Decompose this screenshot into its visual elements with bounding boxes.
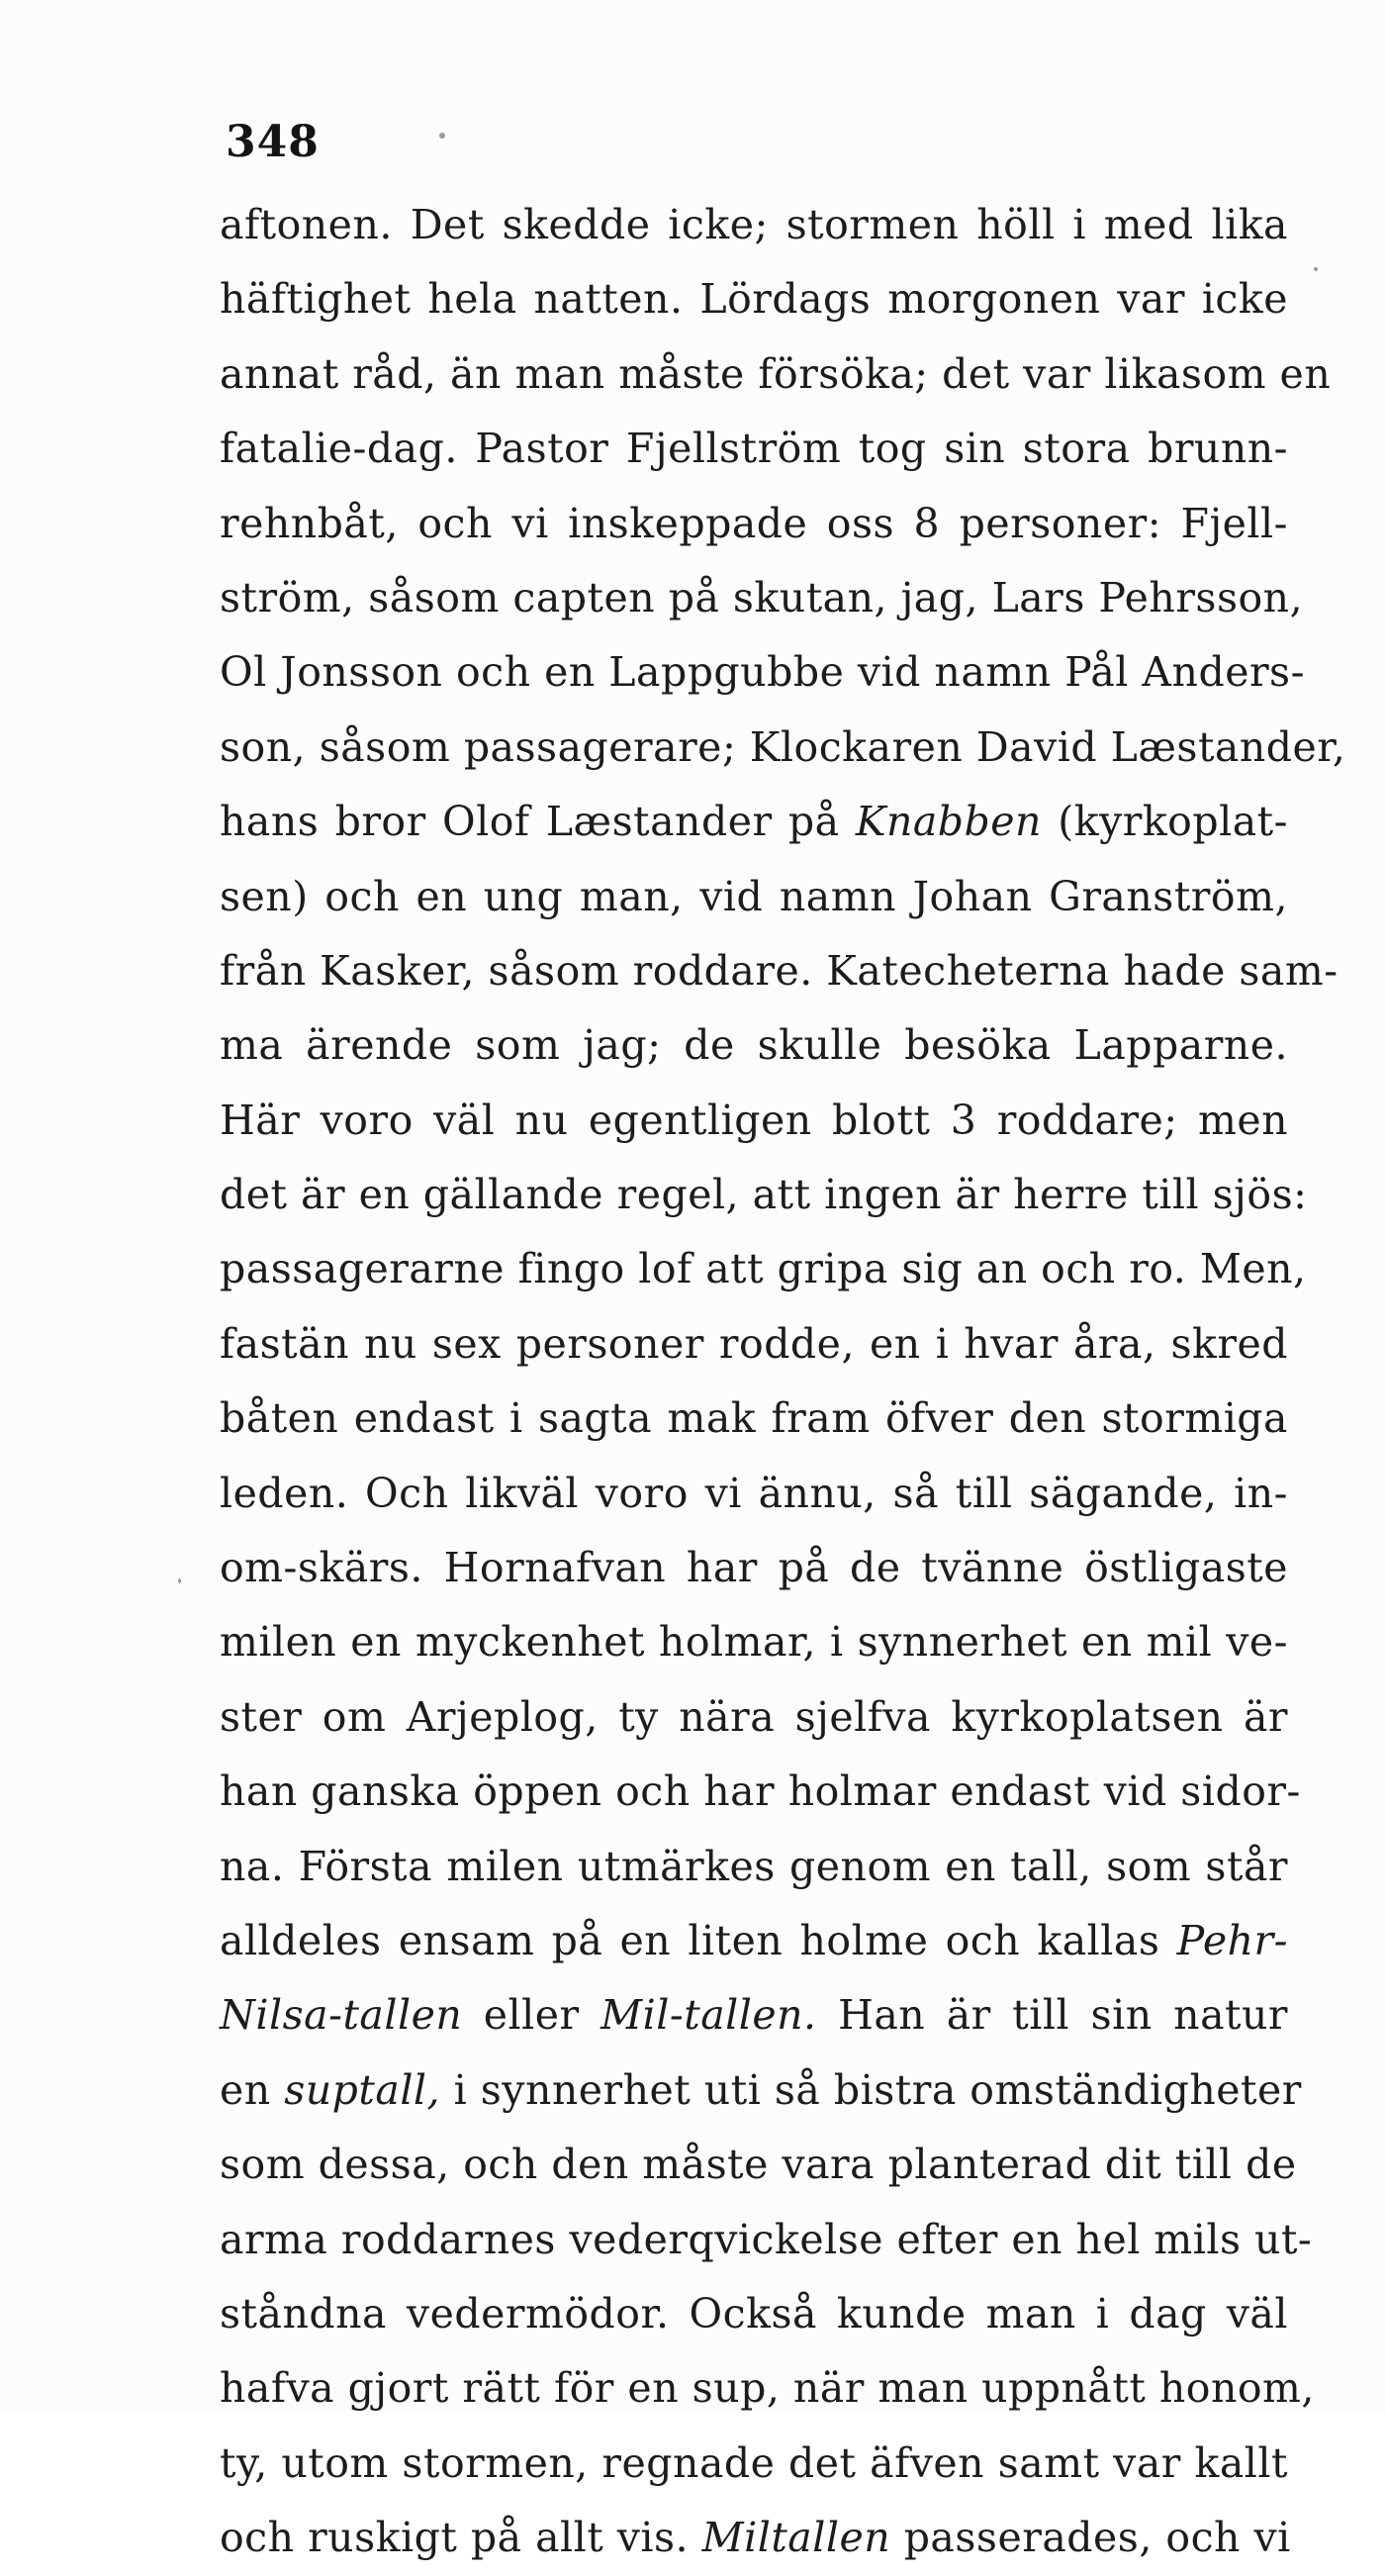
text-segment: och ruskigt på allt vis. [220, 2514, 702, 2562]
text-segment: om-skärs. Hornafvan har på de tvänne östligaste [220, 1544, 1288, 1592]
text-segment: i synnerhet uti så bistra omständigheter [440, 2065, 1302, 2114]
text-line [220, 1457, 1288, 1531]
text-line [220, 1084, 1288, 1158]
body-text [220, 188, 1346, 2576]
text-segment: annat råd, än man måste försöka; det var likasom en [220, 349, 1332, 398]
text-line [220, 1605, 1288, 1679]
text-line [220, 635, 1305, 710]
page-number: 348 [226, 117, 320, 167]
text-segment: alldeles ensam på en liten holme och kallas [220, 1916, 1177, 1964]
text-line [220, 1307, 1288, 1382]
text-segment: son, såsom passagerare; Klockaren David Læstander, [220, 722, 1346, 771]
text-line [220, 561, 1304, 635]
text-segment: ström, såsom capten på skutan, jag, Lars Pehrsson, [220, 573, 1304, 621]
text-segment: milen en myckenhet holmar, i synnerhet en mil ve- [220, 1618, 1288, 1667]
text-line [220, 1008, 1288, 1083]
text-segment: det är en gällande regel, att ingen är herre till sjös: [220, 1171, 1308, 1219]
paper-speck [1314, 267, 1318, 271]
text-line [220, 711, 1346, 785]
text-line [220, 487, 1288, 561]
text-segment: fastän nu sex personer rodde, en i hvar åra, skred [220, 1319, 1288, 1368]
text-segment: leden. Och likväl voro vi ännu, så till sägande, in- [220, 1469, 1288, 1517]
text-line [220, 2277, 1288, 2351]
text-segment: häftighet hela natten. Lördags morgonen var icke [220, 275, 1288, 324]
text-segment: passagerarne fingo lof att gripa sig an och ro. Men, [220, 1245, 1307, 1293]
text-line [220, 785, 1288, 859]
text-line [220, 188, 1288, 262]
paper-speck [439, 133, 445, 139]
text-line [220, 1755, 1301, 1829]
text-line [220, 262, 1288, 336]
text-segment: ty, utom stormen, regnade det äfven samt var kallt [220, 2438, 1288, 2487]
text-segment: arma roddarnes vederqvickelse efter en hel mils ut- [220, 2215, 1313, 2263]
italic-segment: suptall, [284, 2065, 441, 2114]
text-line [220, 1158, 1308, 1232]
text-line [220, 337, 1332, 412]
text-line [220, 412, 1288, 486]
text-segment: Han är till sin natur [816, 1991, 1289, 2040]
text-segment: Ol Jonsson och en Lappgubbe vid namn Pål Anders- [220, 648, 1305, 697]
text-segment: från Kasker, såsom roddare. Katecheterna hade sam- [220, 946, 1339, 995]
text-segment: aftonen. Det skedde icke; stormen höll i med lika [220, 201, 1288, 248]
text-line [220, 1904, 1288, 1978]
text-line [220, 1978, 1288, 2052]
italic-segment: Pehr- [1176, 1916, 1288, 1964]
italic-segment: Knabben [855, 798, 1042, 846]
text-segment: båten endast i sagta mak fram öfver den stormiga [220, 1394, 1288, 1443]
text-line [220, 2053, 1302, 2128]
text-segment: ma ärende som jag; de skulle besöka Lapparne. [220, 1021, 1288, 1070]
text-line [220, 2351, 1315, 2426]
text-segment: hafva gjort rätt för en sup, när man uppnått honom, [220, 2364, 1315, 2413]
text-segment: rehnbåt, och vi inskeppade oss 8 personer: Fjell- [220, 499, 1288, 547]
italic-segment: Nilsa-tallen [220, 1991, 463, 2040]
text-segment: en [220, 2065, 285, 2114]
text-segment: ster om Arjeplog, ty nära sjelfva kyrkoplatsen är [220, 1692, 1288, 1741]
text-line [220, 860, 1288, 934]
text-line [220, 1382, 1288, 1456]
text-line [220, 934, 1339, 1008]
text-line [220, 2427, 1288, 2501]
paper-speck [178, 1578, 181, 1583]
text-segment: na. Första milen utmärkes genom en tall, som står [220, 1842, 1288, 1890]
text-line [220, 2128, 1297, 2202]
text-segment: passerades, och vi [890, 2514, 1291, 2562]
text-segment: hans bror Olof Læstander på [220, 798, 856, 846]
text-segment: fatalie-dag. Pastor Fjellström tog sin stora brunn- [220, 425, 1288, 473]
text-line [220, 1680, 1288, 1755]
text-segment: sen) och en ung man, vid namn Johan Granström, [220, 872, 1288, 920]
text-segment: som dessa, och den måste vara planterad dit till de [220, 2141, 1297, 2189]
text-segment: han ganska öppen och har holmar endast vid sidor- [220, 1767, 1301, 1816]
italic-segment: Mil-tallen. [600, 1991, 817, 2040]
text-segment: (kyrkoplat- [1041, 798, 1288, 846]
text-line [220, 1232, 1307, 1306]
italic-segment: Miltallen [701, 2514, 891, 2562]
text-segment: ståndna vedermödor. Också kunde man i dag väl [220, 2289, 1288, 2337]
text-segment: eller [462, 1991, 601, 2040]
text-line [220, 1830, 1288, 1904]
text-segment: Här voro väl nu egentligen blott 3 roddare; men [220, 1096, 1288, 1144]
text-line [220, 2501, 1291, 2575]
text-line [220, 1531, 1288, 1605]
text-line [220, 2203, 1313, 2277]
